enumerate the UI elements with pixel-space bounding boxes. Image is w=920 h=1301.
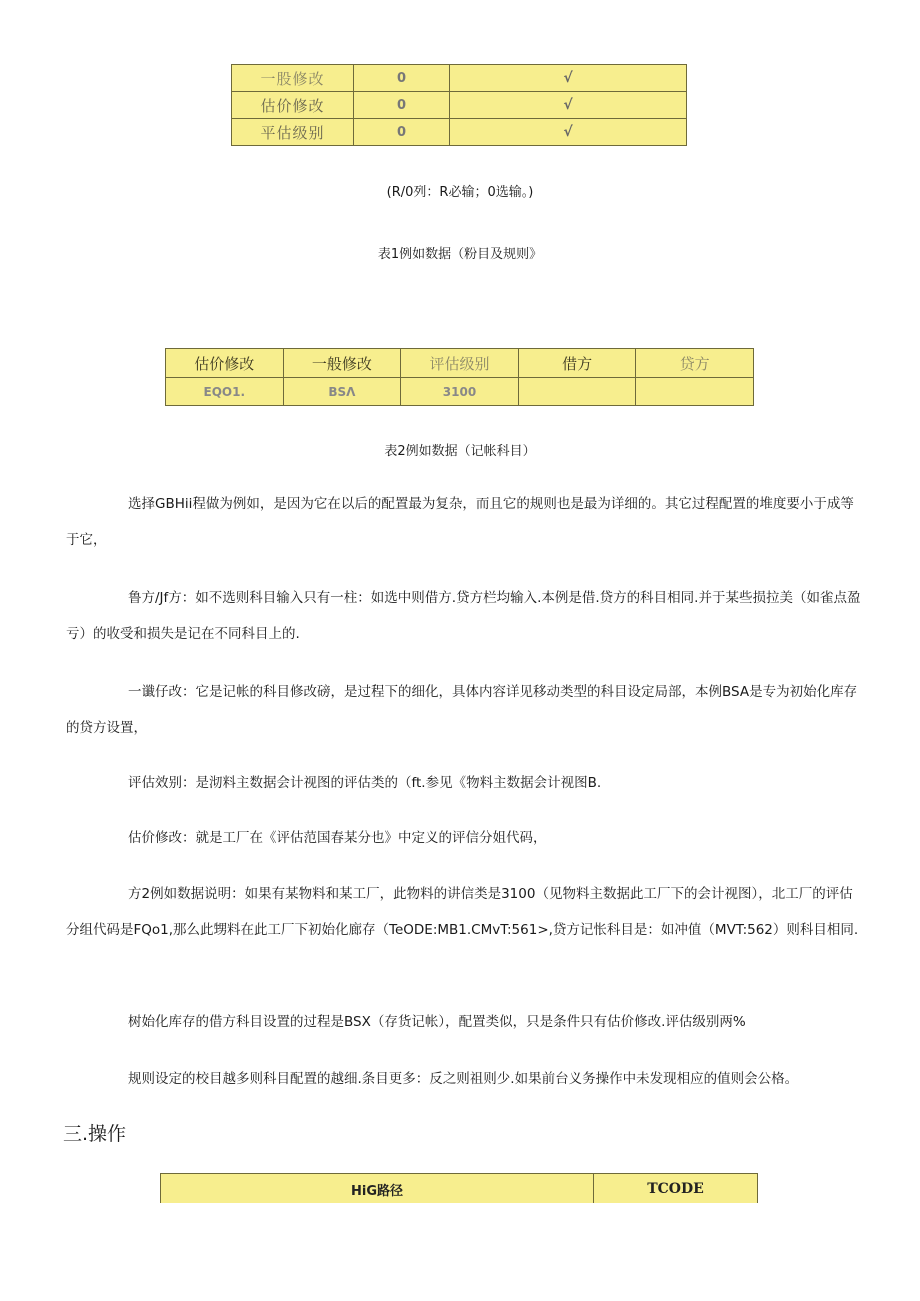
table-cell: 估价修改 [232, 92, 354, 119]
table-cell: √ [450, 65, 687, 92]
table-header-cell: 借方 [518, 349, 636, 378]
table-note: (R/0列：R必输；0选输。) [386, 185, 534, 200]
paragraph-text: 一谶仔改：它是记帐的科目修改磅，是过程下的细化，具体内容详见移动类型的科目设定局部，本例BSA是专为初始化库存的贷方设置， [66, 684, 858, 736]
table-row [232, 119, 687, 146]
accounts-table [165, 348, 754, 406]
paragraph-text: 方2例如数据说明：如果有某物料和某工厂，此物料的讲信类是3100（见物料主数据此工厂下的会计视图），北工厂的评估分组代码是FQo1,那么此甥料在此工厂下初始化廊存（TeODE:MB1.CMvT:561>,贷方记怅科目是：如冲值（MVT:562）则科目相同. [66, 886, 859, 938]
paragraph [66, 1061, 866, 1097]
table-header-row [161, 1174, 758, 1205]
paragraph [66, 1004, 866, 1040]
paragraph-text: 规则设定的校目越多则科目配置的越细.条目更多：反之则祖则少.如果前台义务操作中未发现相应的值则会公格。 [128, 1071, 799, 1087]
table-header-cell: TCODE [594, 1174, 758, 1205]
paragraph [66, 580, 866, 652]
table-caption-2: 表2例如数据（记帐科目） [384, 444, 536, 459]
table-cell: EQO1. [166, 378, 284, 406]
page-bottom-mask [155, 1203, 765, 1301]
rules-table [231, 64, 687, 146]
paragraph-text: 树始化库存的借方科目设置的过程是BSX（存货记帐），配置类似，只是条件只有估价修改.评估级别两% [128, 1014, 746, 1030]
paragraph [66, 820, 866, 856]
table-caption-1: 表1例如数据（粉目及规则》 [377, 247, 543, 262]
paragraph [66, 486, 866, 558]
table-cell: 0 [354, 65, 450, 92]
table-cell: BSΛ [283, 378, 401, 406]
table-cell: 0 [354, 92, 450, 119]
table-row [166, 378, 754, 406]
table-header-cell: 评估级别 [401, 349, 519, 378]
table-cell [636, 378, 754, 406]
operations-table [160, 1173, 758, 1205]
table-cell: 一股修改 [232, 65, 354, 92]
table-cell: √ [450, 92, 687, 119]
table-cell: √ [450, 119, 687, 146]
paragraph-text: 鲁方/Jf方：如不选则科目输入只有一柱：如选中则借方.贷方栏均输入.本例是借.贷方的科目相同.并于某些损拉美（如雀点盈亏）的收受和损失是记在不同科目上的. [66, 590, 861, 642]
table-header-cell: 估价修改 [166, 349, 284, 378]
table-cell: 0 [354, 119, 450, 146]
table-cell: 平估级别 [232, 119, 354, 146]
paragraph-text: 估价修改：就是工厂在《评估范国春某分也》中定义的评信分姐代码， [128, 830, 547, 846]
table-cell: 3100 [401, 378, 519, 406]
table-row [232, 65, 687, 92]
table-header-cell: 一般修改 [283, 349, 401, 378]
section-heading: 三.操作 [63, 1123, 127, 1145]
paragraph-text: 评估效别：是沏料主数据会计视图的评估类的（ft.参见《物料主数据会计视图B. [128, 775, 602, 791]
paragraph [66, 765, 866, 801]
table-row [232, 92, 687, 119]
paragraph [66, 674, 866, 746]
paragraph [66, 876, 866, 948]
table-header-row [166, 349, 754, 378]
table-cell [518, 378, 636, 406]
table-header-cell: HiG路径 [161, 1174, 594, 1205]
paragraph-text: 选择GBHii程做为例如，是因为它在以后的配置最为复杂，而且它的规则也是最为详细的。其它过程配置的堆度要小于成等于它， [66, 496, 854, 548]
table-header-cell: 贷方 [636, 349, 754, 378]
